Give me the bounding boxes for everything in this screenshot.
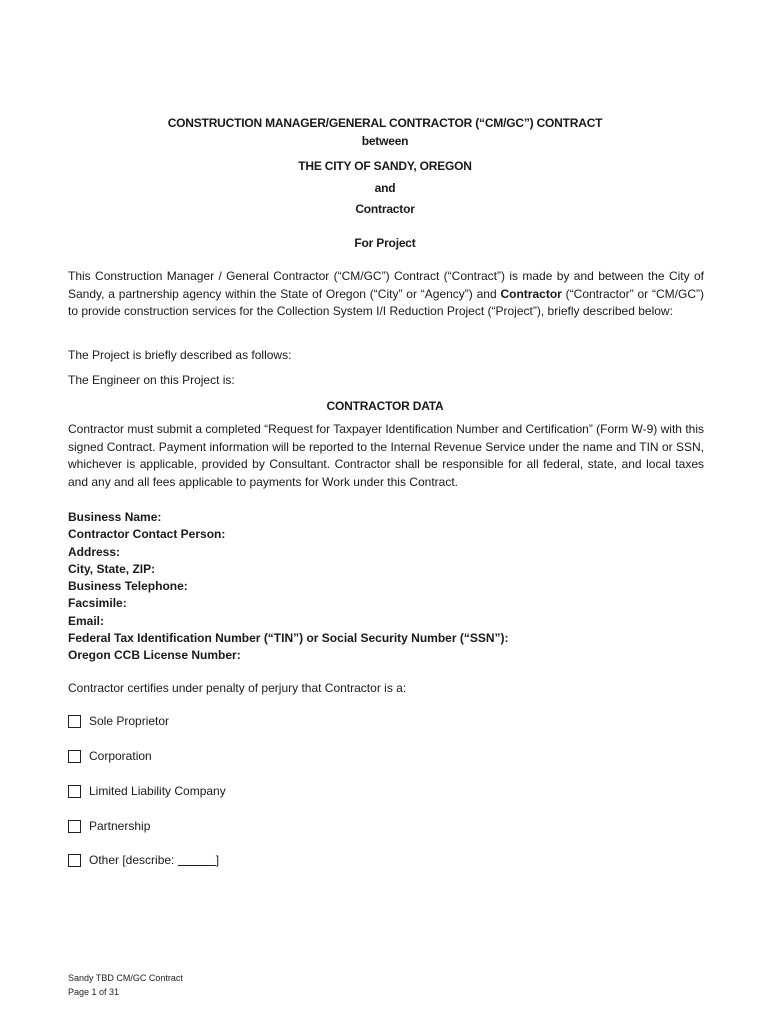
field-facsimile: Facsimile:	[68, 596, 127, 611]
between-label: between	[361, 134, 409, 148]
footer-doc-name: Sandy TBD CM/GC Contract	[68, 973, 183, 983]
option-corporation[interactable]	[68, 748, 152, 764]
field-email: Email:	[68, 613, 105, 628]
option-label: Other [describe:	[89, 853, 175, 867]
option-other[interactable]	[68, 852, 219, 868]
footer-page-number: Page 1 of 31	[68, 987, 120, 997]
intro-paragraph	[68, 268, 704, 321]
party-contractor: Contractor	[355, 202, 415, 216]
checkbox-corporation[interactable]	[68, 750, 81, 763]
engineer-line: The Engineer on this Project is:	[68, 373, 235, 387]
option-label: Partnership	[89, 819, 151, 833]
checkbox-other[interactable]	[68, 854, 81, 867]
checkbox-llc[interactable]	[68, 785, 81, 798]
intro-text-1: This Construction Manager / General Contractor (“CM/GC”) Contract (“Contract”) is made by and between the City of Sandy, a partnership agency within the State of Oregon (“City” or “Agency”) and	[68, 269, 704, 301]
other-describe-blank[interactable]	[178, 854, 216, 866]
option-llc[interactable]	[68, 783, 226, 799]
checkbox-sole-proprietor[interactable]	[68, 715, 81, 728]
field-contact-person: Contractor Contact Person:	[68, 527, 226, 542]
contractor-data-heading: CONTRACTOR DATA	[326, 399, 444, 413]
contractor-fields	[68, 509, 509, 665]
party-city: THE CITY OF SANDY, OREGON	[298, 159, 472, 173]
option-label: Limited Liability Company	[89, 784, 226, 798]
field-business-telephone: Business Telephone:	[68, 579, 188, 594]
contractor-data-paragraph: Contractor must submit a completed “Request for Taxpayer Identification Number and Certification” (Form W-9) with this signed Contract. Payment information will be reported to the Internal Revenue Service under the name and TIN or SSN, whichever is applicable, provided by Consultant. Contractor shall be responsible for all federal, state, and local taxes and any and all fees applicable to payments for Work under this Contract.	[68, 422, 704, 489]
field-business-name: Business Name:	[68, 510, 162, 524]
certify-line: Contractor certifies under penalty of perjury that Contractor is a:	[68, 681, 407, 695]
contract-title: CONSTRUCTION MANAGER/GENERAL CONTRACTOR (“CM/GC”) CONTRACT	[167, 116, 603, 130]
option-partnership[interactable]	[68, 818, 150, 834]
field-city-state-zip: City, State, ZIP:	[68, 561, 156, 576]
page-footer	[68, 971, 183, 999]
option-label: Sole Proprietor	[89, 714, 170, 728]
field-ccb-license: Oregon CCB License Number:	[68, 648, 241, 663]
checkbox-partnership[interactable]	[68, 820, 81, 833]
option-label: Corporation	[89, 749, 152, 763]
option-sole-proprietor[interactable]	[68, 713, 169, 729]
other-close-bracket: ]	[215, 853, 220, 867]
and-label: and	[374, 181, 396, 195]
field-address: Address:	[68, 544, 121, 559]
field-tin-ssn: Federal Tax Identification Number (“TIN”) or Social Security Number (“SSN”):	[68, 631, 509, 646]
for-project-label: For Project	[354, 236, 416, 250]
intro-contractor-bold: Contractor	[500, 286, 562, 301]
project-description-line: The Project is briefly described as follows:	[68, 348, 292, 362]
intro-text-2: (“Contractor” or “CM/GC”) to provide construction services for the Collection System I/I Reduction Project (“Project”), briefly described below:	[68, 286, 704, 318]
